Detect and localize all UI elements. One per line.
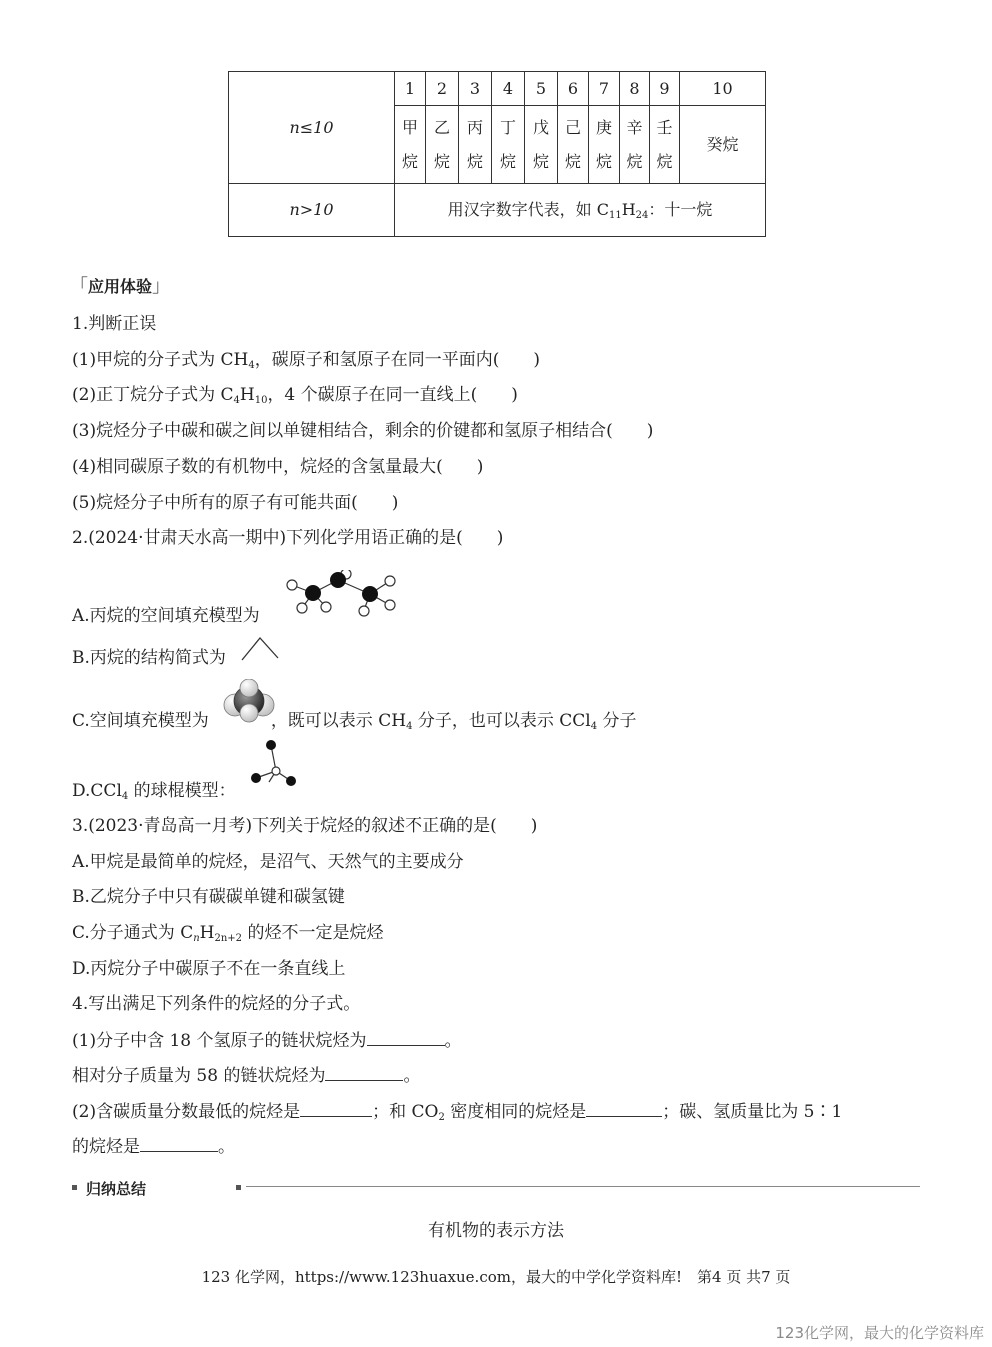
q1-item-5: (5)烷烃分子中所有的原子有可能共面( ) [72, 493, 399, 513]
q1-item-1: (1)甲烷的分子式为 $CH_4$，碳原子和氢原子在同一平面内( ) [72, 350, 540, 371]
summary-label: 归纳总结 [86, 1180, 147, 1198]
num-cell: 8 [620, 72, 650, 106]
q4-line-2: 相对分子质量为 58 的链状烷烃为 。 [72, 1066, 421, 1086]
q1-item-2: (2)正丁烷分子式为 $C_4H_{10}$，4 个碳原子在同一直线上( ) [72, 385, 518, 406]
ccl4-ball-stick-image [244, 738, 302, 790]
summary-bar [72, 1178, 920, 1196]
q2-option-a: A.丙烷的空间填充模型为 [72, 606, 260, 626]
q3-title: 3.(2023·青岛高一月考)下列关于烷烃的叙述不正确的是( ) [72, 816, 538, 836]
name-cell: 丁 烷 [492, 106, 525, 184]
name-cell: 庚 烷 [589, 106, 620, 184]
name-cell-10: 癸烷 [680, 106, 766, 184]
name-cell: 乙 烷 [426, 106, 459, 184]
answer-blank[interactable] [300, 1102, 372, 1117]
watermark: 123化学网，最大的化学资料库 [775, 1324, 984, 1342]
q1-item-4: (4)相同碳原子数的有机物中，烷烃的含氢量最大( ) [72, 457, 484, 477]
q2-option-c: C.空间填充模型为 ，既可以表示 $CH_4$ 分子，也可以表示 CCl$_4$ 分子 [72, 711, 637, 732]
answer-blank[interactable] [325, 1066, 403, 1081]
name-cell: 丙 烷 [459, 106, 492, 184]
row-label-n-gt-10: n>10 [229, 184, 395, 237]
q3-option-b: B.乙烷分子中只有碳碳单键和碳氢键 [72, 887, 345, 907]
page-footer: 123 化学网，https://www.123huaxue.com，最大的中学化学资料库! 第4 页 共7 页 [201, 1268, 791, 1286]
name-cell: 己 烷 [558, 106, 589, 184]
num-cell: 4 [492, 72, 525, 106]
q2-option-b: B.丙烷的结构简式为 [72, 648, 226, 668]
num-cell: 7 [589, 72, 620, 106]
name-cell: 戊 烷 [525, 106, 558, 184]
section-title: 「应用体验」 [70, 276, 171, 297]
propane-model-image [280, 570, 400, 618]
num-cell: 9 [650, 72, 680, 106]
q4-line-1: (1)分子中含 18 个氢原子的链状烷烃为 。 [72, 1031, 462, 1051]
answer-blank[interactable] [586, 1102, 662, 1117]
q1-title: 1.判断正误 [72, 314, 157, 334]
summary-title: 有机物的表示方法 [428, 1221, 564, 1241]
name-cell: 辛 烷 [620, 106, 650, 184]
space-filling-model-image [222, 679, 276, 723]
answer-blank[interactable] [367, 1031, 445, 1046]
num-cell: 5 [525, 72, 558, 106]
answer-blank[interactable] [140, 1137, 218, 1152]
q3-option-c: C.分子通式为 $C_nH_{2n+2}$ 的烃不一定是烷烃 [72, 923, 384, 944]
num-cell: 6 [558, 72, 589, 106]
num-cell: 1 [395, 72, 426, 106]
q4-title: 4.写出满足下列条件的烷烃的分子式。 [72, 994, 361, 1014]
q3-option-a: A.甲烷是最简单的烷烃，是沼气、天然气的主要成分 [72, 852, 464, 872]
num-cell: 3 [459, 72, 492, 106]
alkane-naming-table [228, 71, 766, 237]
q4-line-4: 的烷烃是 。 [72, 1137, 235, 1157]
q3-option-d: D.丙烷分子中碳原子不在一条直线上 [72, 959, 346, 979]
divider [246, 1186, 920, 1187]
name-cell: 甲 烷 [395, 106, 426, 184]
row-label-n-le-10: n≤10 [229, 72, 395, 184]
q2-option-d: D.CCl$_4$ 的球棍模型： [72, 781, 236, 802]
zigzag-structure-image [240, 636, 280, 662]
bullet-square-icon [236, 1185, 241, 1190]
bullet-square-icon [72, 1185, 77, 1190]
q4-line-3: (2)含碳质量分数最低的烷烃是 ；和 $CO_2$ 密度相同的烷烃是 ；碳、氢质量比为 5∶1 [72, 1102, 843, 1123]
q1-item-3: (3)烷烃分子中碳和碳之间以单键相结合，剩余的价键都和氢原子相结合( ) [72, 421, 654, 441]
num-cell: 10 [680, 72, 766, 106]
num-cell: 2 [426, 72, 459, 106]
name-cell: 壬 烷 [650, 106, 680, 184]
row2-description: 用汉字数字代表，如 $C_{11}H_{24}$：十一烷 [395, 184, 766, 237]
q2-title: 2.(2024·甘肃天水高一期中)下列化学用语正确的是( ) [72, 528, 504, 548]
